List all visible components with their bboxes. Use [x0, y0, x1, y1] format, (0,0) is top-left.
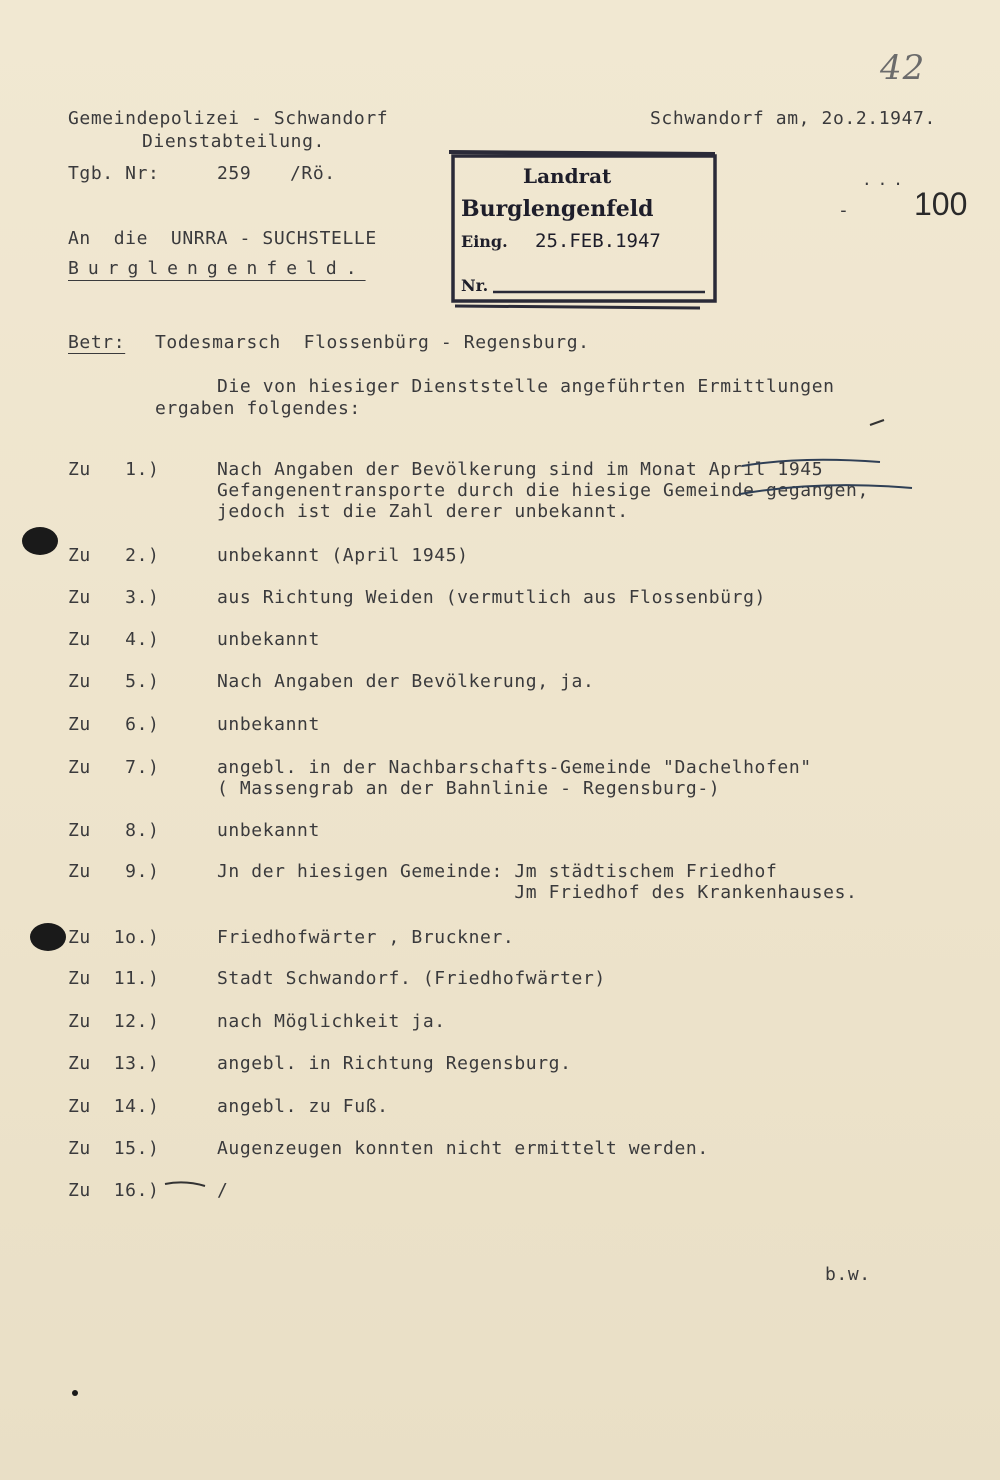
item-answer-line: Augenzeugen konnten nicht ermittelt werden. [217, 1138, 709, 1159]
item-answer-line: Jm Friedhof des Krankenhauses. [217, 882, 858, 903]
stamp-eing-label: Eing. [461, 232, 508, 251]
tgb-suffix: /Rö. [290, 163, 336, 184]
pencil-page-number: 42 [880, 48, 926, 88]
ink-dot [72, 1390, 78, 1396]
stamp-line-2: Burglengenfeld [461, 196, 654, 222]
item-label: Zu 11.) [68, 968, 160, 989]
item-label: Zu 3.) [68, 587, 160, 608]
item-label: Zu 15.) [68, 1138, 160, 1159]
item-answer-line: Friedhofwärter , Bruckner. [217, 927, 515, 948]
sender-line-1: Gemeindepolizei - Schwandorf [68, 108, 389, 129]
item-label: Zu 5.) [68, 671, 160, 692]
recipient-line-1: An die UNRRA - SUCHSTELLE [68, 228, 377, 249]
item-answer-line: angebl. in Richtung Regensburg. [217, 1053, 572, 1074]
item-label: Zu 16.) [68, 1180, 160, 1201]
recipient-line-2: Burglengenfeld. [68, 258, 366, 279]
item-answer-line: unbekannt (April 1945) [217, 545, 469, 566]
item-answer-line: unbekannt [217, 714, 320, 735]
item-label: Zu 8.) [68, 820, 160, 841]
item-label: Zu 1.) [68, 459, 160, 480]
item-label: Zu 6.) [68, 714, 160, 735]
item-answer-line: angebl. in der Nachbarschafts-Gemeinde "Dachelhofen" [217, 757, 812, 778]
tgb-number: 259 [217, 163, 252, 184]
item-answer-line: Jn der hiesigen Gemeinde: Jm städtischem Friedhof [217, 861, 778, 882]
item-label: Zu 12.) [68, 1011, 160, 1032]
item-answer-line: Gefangenentransporte durch die hiesige Gemeinde gegangen, [217, 480, 869, 501]
subject-text: Todesmarsch Flossenbürg - Regensburg. [155, 332, 590, 353]
intro-line-2: ergaben folgendes: [155, 398, 361, 419]
page-number: 100 [914, 186, 968, 222]
tick-mark [870, 420, 884, 425]
item-answer-line: Nach Angaben der Bevölkerung, ja. [217, 671, 595, 692]
item-answer-line: jedoch ist die Zahl derer unbekannt. [217, 501, 629, 522]
subject-label: Betr: [68, 332, 126, 353]
item-label: Zu 7.) [68, 757, 160, 778]
bw-note: b.w. [825, 1264, 871, 1285]
item-label: Zu 1o.) [68, 927, 160, 948]
intro-line-1: Die von hiesiger Dienststelle angeführten Ermittlungen [217, 376, 835, 397]
item-label: Zu 4.) [68, 629, 160, 650]
item-answer-line: Nach Angaben der Bevölkerung sind im Monat April 1945 [217, 459, 824, 480]
received-stamp [445, 150, 720, 312]
item-answer-line: Stadt Schwandorf. (Friedhofwärter) [217, 968, 606, 989]
item-answer-line: aus Richtung Weiden (vermutlich aus Flossenbürg) [217, 587, 766, 608]
item-answer-line: unbekannt [217, 629, 320, 650]
item-answer-line: ( Massengrab an der Bahnlinie - Regensburg-) [217, 778, 721, 799]
item-answer-line: angebl. zu Fuß. [217, 1096, 389, 1117]
stamp-line-1: Landrat [523, 164, 612, 188]
dots-mark: ... [862, 170, 909, 189]
item-answer-line: nach Möglichkeit ja. [217, 1011, 446, 1032]
item-answer-line: unbekannt [217, 820, 320, 841]
item-label: Zu 14.) [68, 1096, 160, 1117]
dash-mark: - [838, 200, 850, 221]
stamp-nr-label: Nr. [461, 276, 489, 295]
date-line: Schwandorf am, 2o.2.1947. [650, 108, 936, 129]
item-answer-line: / [217, 1180, 229, 1201]
item-label: Zu 13.) [68, 1053, 160, 1074]
ink-blot [22, 527, 58, 555]
sender-line-2: Dienstabteilung. [142, 131, 325, 152]
pen-squiggle [165, 1182, 205, 1186]
item-label: Zu 9.) [68, 861, 160, 882]
tgb-label: Tgb. Nr: [68, 163, 160, 184]
ink-blot [30, 923, 66, 951]
item-label: Zu 2.) [68, 545, 160, 566]
stamp-date: 25.FEB.1947 [535, 230, 661, 252]
